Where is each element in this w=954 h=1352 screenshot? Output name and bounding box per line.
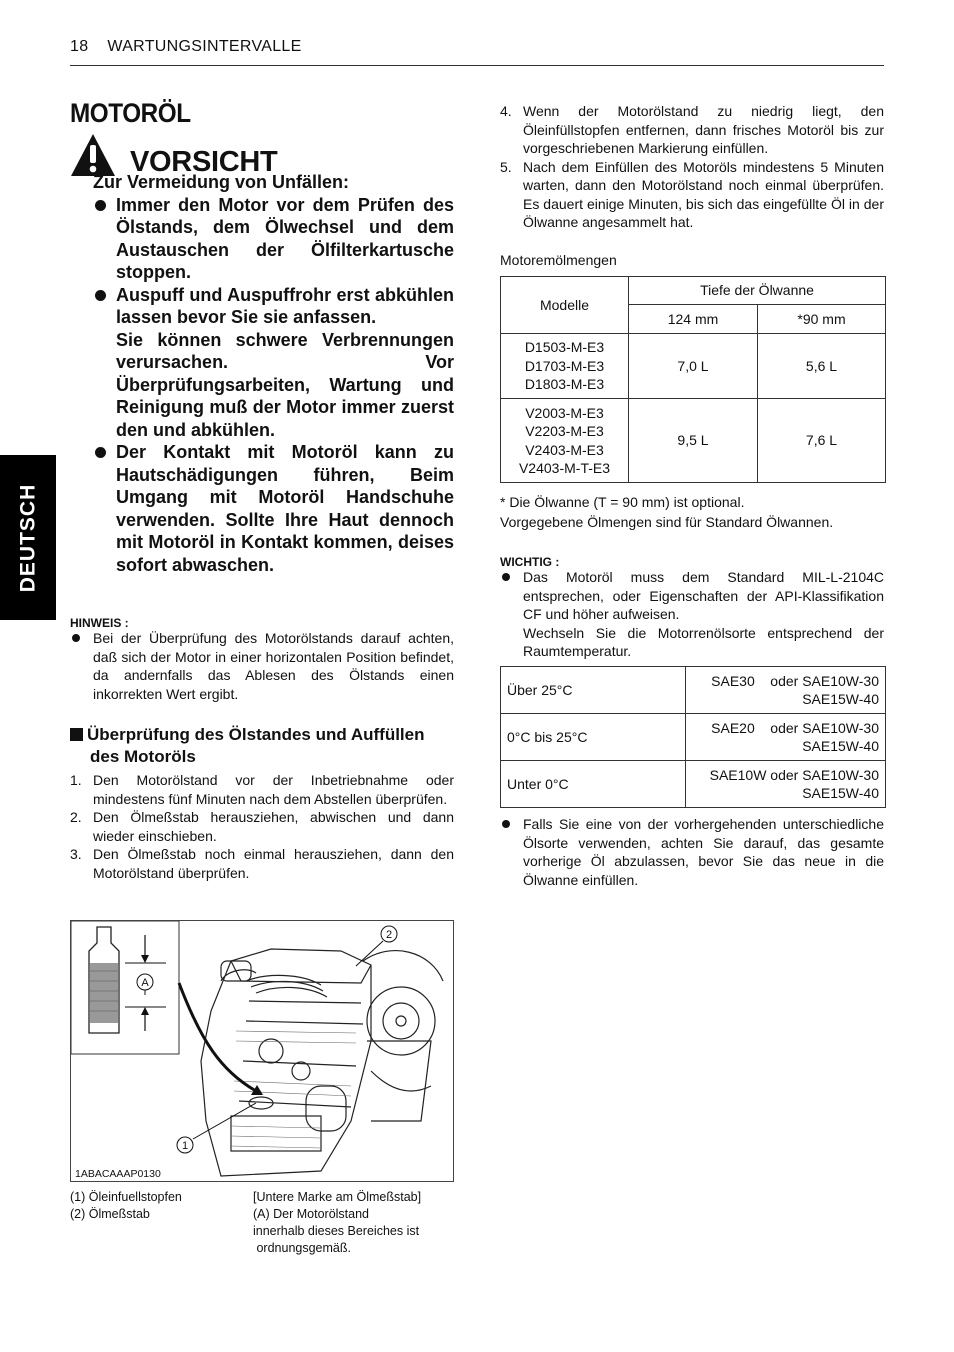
header-rule <box>70 65 884 66</box>
grade-cell: SAE30 oder SAE10W-30 SAE15W-40 <box>686 667 886 714</box>
wichtig-block <box>500 568 884 661</box>
temperature-cell: Unter 0°C <box>501 761 686 808</box>
step-item: 2. Den Ölmeßstab herausziehen, abwischen und dann wieder einschieben. <box>70 809 454 844</box>
grade-cell: SAE10W oder SAE10W-30 SAE15W-40 <box>686 761 886 808</box>
bullet-icon <box>95 290 106 301</box>
temperature-cell: Über 25°C <box>501 667 686 714</box>
step-item: 3. Den Ölmeßstab noch einmal herausziehen, dann den Motorölstand überprüfen. <box>70 846 454 881</box>
figure-caption-right: [Untere Marke am Ölmeßstab] (A) Der Motorölstand innerhalb dieses Bereiches ist ordnungsgemäß. <box>253 1190 422 1255</box>
page-title: MOTORÖL <box>70 98 191 128</box>
col-header-model: Modelle <box>501 277 629 334</box>
model-cell: V2003-M-E3 V2203-M-E3 V2403-M-E3 V2403-M-T-E3 <box>501 399 629 483</box>
oil-grade-table <box>500 666 886 808</box>
col-header-124: 124 mm <box>629 305 758 334</box>
quantity-cell: 7,0 L <box>629 334 758 399</box>
caution-intro: Zur Vermeidung von Unfällen: <box>93 172 350 192</box>
hinweis-block <box>70 629 454 703</box>
caution-heading: VORSICHT <box>130 146 278 178</box>
caution-item: Der Kontakt mit Motoröl kann zu Hautschädigungen führen, Beim Umgang mit Motoröl Handschuhe verwenden. Sollte Ihre Haut dennoch mit Motoröl in Kontakt kommen, deises sofort abwaschen. <box>93 441 454 576</box>
col-header-90: *90 mm <box>758 305 886 334</box>
step-item: 5. Nach dem Einfüllen des Motoröls mindestens 5 Minuten warten, dann den Motorölstand noch einmal überprüfen. Es dauert einige Minuten, bis sich das eingefüllte Öl in der Ölwanne angesammelt hat. <box>500 158 884 230</box>
col-header-group: Tiefe der Ölwanne <box>629 277 886 305</box>
caution-item: Immer den Motor vor dem Prüfen des Ölstands, dem Ölwechsel und dem Austauschen der Ölfilterkartusche stoppen. <box>93 194 454 284</box>
section-subheading: Überprüfung des Ölstandes und Auffüllen des Motoröls <box>70 724 460 768</box>
hinweis-item: Bei der Überprüfung des Motorölstands darauf achten, daß sich der Motor in einer horizontalen Position befindet, da andernfalls das Ablesen des Ölstands einen inkorrekten Wert ergibt. <box>70 629 454 703</box>
oil-table-notes: * Die Ölwanne (T = 90 mm) ist optional. Vorgegebene Ölmengen sind für Standard Ölwannen. <box>500 494 834 530</box>
callout-1: 1 <box>181 1140 189 1152</box>
bullet-icon <box>95 447 106 458</box>
engine-illustration <box>71 921 453 1181</box>
page-header <box>70 38 302 56</box>
step-item: 4. Wenn der Motorölstand zu niedrig liegt, den Öleinfüllstopfen entfernen, dann frisches Motoröl bis zur vorgeschriebenen Markierung einfüllen. <box>500 103 884 156</box>
table-row <box>501 761 886 808</box>
temperature-cell: 0°C bis 25°C <box>501 714 686 761</box>
wichtig-item: Das Motoröl muss dem Standard MIL-L-2104C entsprechen, oder Eigenschaften der API-Klassifikation CF und höher aufweisen. Wechseln Sie die Motorrenölsorte entsprechend der Raumtemperatur. <box>500 568 884 661</box>
table-row <box>501 714 886 761</box>
grade-cell: SAE20 oder SAE10W-30 SAE15W-40 <box>686 714 886 761</box>
step-item: 1. Den Motorölstand vor der Inbetriebnahme oder mindestens fünf Minuten nach dem Abstellen überprüfen. <box>70 772 454 807</box>
language-side-tab <box>0 455 56 620</box>
oil-quantity-table <box>500 276 886 483</box>
steps-list-continued <box>500 102 884 232</box>
quantity-cell: 7,6 L <box>758 399 886 483</box>
oil-table-title: Motoremölmengen <box>500 252 617 268</box>
engine-figure <box>70 920 454 1182</box>
table-row <box>501 667 886 714</box>
final-note <box>500 815 884 889</box>
bullet-icon <box>72 634 80 642</box>
section-title: WARTUNGSINTERVALLE <box>107 38 302 55</box>
callout-2: 2 <box>385 929 393 941</box>
callout-a: A <box>141 977 149 989</box>
model-cell: D1503-M-E3 D1703-M-E3 D1803-M-E3 <box>501 334 629 399</box>
steps-list <box>70 771 454 882</box>
side-tab-label: DEUTSCH <box>16 483 40 592</box>
table-row <box>501 334 886 399</box>
figure-code: 1ABACAAAP0130 <box>75 1168 161 1180</box>
bullet-icon <box>95 200 106 211</box>
square-bullet-icon <box>70 728 83 741</box>
quantity-cell: 5,6 L <box>758 334 886 399</box>
caution-block <box>93 171 454 576</box>
table-row <box>501 399 886 483</box>
figure-caption-left: (1) Öleinfuellstopfen (2) Ölmeßstab <box>70 1190 182 1221</box>
caution-item: Auspuff und Auspuffrohr erst abkühlen lassen bevor Sie sie anfassen. Sie können schwere Verbrennungen verursachen. Vor Überprüfungsarbeiten, Wartung und Reinigung muß der Motor immer zuerst den und abkühlen. <box>93 284 454 442</box>
bullet-icon <box>502 573 510 581</box>
final-note-item: Falls Sie eine von der vorhergehenden unterschiedliche Ölsorte verwenden, achten Sie darauf, das gesamte vorherige Öl abzulassen, bevor Sie das neue in die Ölwanne einfüllen. <box>500 815 884 889</box>
hinweis-label: HINWEIS : <box>70 616 129 630</box>
wichtig-label: WICHTIG : <box>500 555 560 569</box>
quantity-cell: 9,5 L <box>629 399 758 483</box>
bullet-icon <box>502 820 510 828</box>
page-number: 18 <box>70 38 89 55</box>
